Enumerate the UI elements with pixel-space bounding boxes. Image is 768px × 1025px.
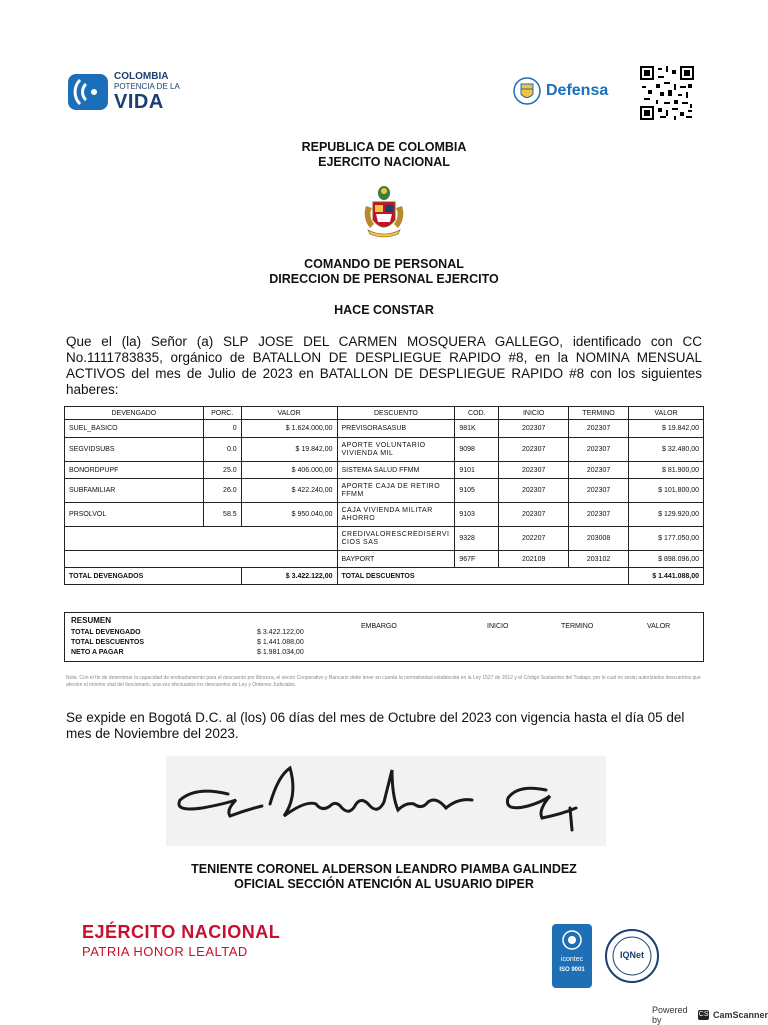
col-header-cod: COD. [455,407,499,420]
cell-inicio: 202109 [499,551,569,568]
signer-name: TENIENTE CORONEL ALDERSON LEANDRO PIAMBA GALINDEZ [191,862,577,876]
camscanner-badge [652,1005,768,1025]
table-row [65,438,704,462]
title-hace-constar: HACE CONSTAR [334,303,434,317]
expide-paragraph: Se expide en Bogotá D.C. al (los) 06 días del mes de Octubre del 2023 con vigencia hasta el día 05 del mes de Noviembre del 2023. [66,710,685,741]
cell-porc: 0 [203,420,241,438]
table-totals-row [65,568,704,585]
intro-paragraph: Que el (la) Señor (a) SLP JOSE DEL CARMEN MOSQUERA GALLEGO, identificado con CC No.1111783835, orgánico de BATALLON DE DESPLIEGUE RAPIDO #8, en la NOMINA MENSUAL ACTIVOS del mes de Julio de 2023 en BATALLON DE DESPLIEGUE RAPIDO #8 con los siguientes haberes: [66,334,702,397]
cell-descuento: BAYPORT [337,551,455,568]
cell-devengado: SEGVIDSUBS [65,438,204,462]
cell-termino: 202307 [569,462,629,479]
table-row [65,503,704,527]
ejercito-logo-line2: PATRIA HONOR LEALTAD [82,944,248,959]
cell-devengado: SUEL_BASICO [65,420,204,438]
icontec-iso: ISO 9001 [559,967,585,973]
cell-porc: 25.0 [203,462,241,479]
ejercito-crest-icon [360,184,408,240]
cell-valor: $ 1.624.000,00 [241,420,337,438]
cell-inicio: 202207 [499,527,569,551]
cell-devengado: BONORDPUPF [65,462,204,479]
cell-valor: $ 406.000,00 [241,462,337,479]
qr-code-icon [640,66,694,120]
table-row [65,462,704,479]
cell-descuento: SISTEMA SALUD FFMM [337,462,455,479]
cell-valor-desc: $ 101.800,00 [629,479,704,503]
col-header-descuento: DESCUENTO [337,407,455,420]
cell-valor-desc: $ 898.096,00 [629,551,704,568]
cell-descuento: APORTE VOLUNTARIO VIVIENDA MIL [337,438,455,462]
icontec-icon [552,924,592,954]
col-header-porc: PORC. [203,407,241,420]
handwritten-signature [166,756,606,846]
cell-termino: 203102 [569,551,629,568]
colombia-potencia-logo [68,72,183,112]
resumen-header-valor: VALOR [647,623,671,630]
defensa-shield-icon [512,74,542,108]
resumen-label-neto: NETO A PAGAR [71,649,124,656]
cell-cod: 9101 [455,462,499,479]
colombia-logo-line2: POTENCIA DE LA [114,82,180,91]
cell-empty-devengado [65,551,338,568]
total-descuentos-value: $ 1.441.088,00 [629,568,704,585]
signer-role: OFICIAL SECCIÓN ATENCIÓN AL USUARIO DIPER [234,877,534,891]
cell-inicio: 202307 [499,438,569,462]
table-header-row [65,407,704,420]
icontec-label: icontec [560,956,584,963]
cell-porc: 26.0 [203,479,241,503]
col-header-valor: VALOR [241,407,337,420]
camscanner-label: CamScanner [712,1010,768,1020]
cell-cod: 967F [455,551,499,568]
powered-by-label: Powered by [652,1005,688,1025]
resumen-title: RESUMEN [71,616,112,625]
cell-valor-desc: $ 19.842,00 [629,420,704,438]
iqnet-label: IQNet [619,950,644,960]
cell-cod: 9328 [455,527,499,551]
cell-inicio: 202307 [499,503,569,527]
ejercito-nacional-logo [82,922,280,959]
cell-porc: 0.0 [203,438,241,462]
cell-devengado: SUBFAMILIAR [65,479,204,503]
ejercito-logo-line1: EJÉRCITO NACIONAL [82,922,281,942]
cell-descuento: CREDIVALORESCREDISERVICIOS SAS [337,527,455,551]
resumen-label-devengado: TOTAL DEVENGADO [71,629,141,636]
cell-cod: 9105 [455,479,499,503]
title-republica: REPUBLICA DE COLOMBIA [301,140,467,154]
cell-porc: 58.5 [203,503,241,527]
colombia-logo-line3: VIDA [114,91,164,113]
resumen-header-termino: TERMINO [561,623,594,630]
cell-valor: $ 422.240,00 [241,479,337,503]
total-descuentos-label: TOTAL DESCUENTOS [337,568,629,585]
resumen-value-descuentos: $ 1.441.088,00 [257,639,304,646]
table-row [65,551,704,568]
table-row [65,420,704,438]
total-devengados-label: TOTAL DEVENGADOS [65,568,242,585]
cell-cod: 981K [455,420,499,438]
defensa-logo [512,72,624,110]
title-direccion: DIRECCION DE PERSONAL EJERCITO [269,272,499,286]
cell-inicio: 202307 [499,420,569,438]
col-header-inicio: INICIO [499,407,569,420]
haberes-table [64,406,704,585]
col-header-valor-desc: VALOR [629,407,704,420]
defensa-label: Defensa [546,82,609,99]
cell-inicio: 202307 [499,479,569,503]
colombia-wifi-icon [68,74,108,110]
nota-text: Nota: Con el fin de determinar la capacidad de endeudamiento para el descuento por libranza, el sector Cooperativo y Bancario debe tener en cuenta la normatividad establecida en la Ley 1527 de 2012 y el Código Sustantivo del Trabajo, por lo cual no serán autorizados descuentos que afecten el mínimo vital del funcionario, una vez efectuados los descuentos de Ley y Ordenes Judiciales. [66,675,701,688]
camscanner-icon: CS [698,1011,709,1018]
cell-cod: 9098 [455,438,499,462]
total-devengados-value: $ 3.422.122,00 [241,568,337,585]
cell-valor-desc: $ 177.050,00 [629,527,704,551]
cell-devengado: PRSOLVOL [65,503,204,527]
resumen-label-descuentos: TOTAL DESCUENTOS [71,639,144,646]
iqnet-seal [604,928,660,984]
cell-descuento: PREVISORASASUB [337,420,455,438]
cell-termino: 202307 [569,503,629,527]
cell-cod: 9103 [455,503,499,527]
cell-termino: 202307 [569,420,629,438]
cell-inicio: 202307 [499,462,569,479]
resumen-header-inicio: INICIO [487,623,509,630]
resumen-header-embargo: EMBARGO [361,623,397,630]
table-row [65,479,704,503]
cell-termino: 202307 [569,479,629,503]
table-row [65,527,704,551]
resumen-value-neto: $ 1.981.034,00 [257,649,304,656]
cell-descuento: CAJA VIVIENDA MILITAR AHORRO [337,503,455,527]
resumen-box [64,612,704,662]
resumen-value-devengado: $ 3.422.122,00 [257,629,304,636]
cell-termino: 203008 [569,527,629,551]
cell-empty-devengado [65,527,338,551]
cell-valor-desc: $ 32.480,00 [629,438,704,462]
cell-valor: $ 950.040,00 [241,503,337,527]
cell-valor-desc: $ 81.900,00 [629,462,704,479]
col-header-devengado: DEVENGADO [65,407,204,420]
icontec-seal [552,924,592,988]
title-comando: COMANDO DE PERSONAL [304,257,464,271]
title-ejercito: EJERCITO NACIONAL [318,155,450,169]
cell-valor-desc: $ 129.920,00 [629,503,704,527]
cell-termino: 202307 [569,438,629,462]
col-header-termino: TERMINO [569,407,629,420]
cell-descuento: APORTE CAJA DE RETIRO FFMM [337,479,455,503]
cell-valor: $ 19.842,00 [241,438,337,462]
colombia-logo-line1: COLOMBIA [114,71,169,82]
